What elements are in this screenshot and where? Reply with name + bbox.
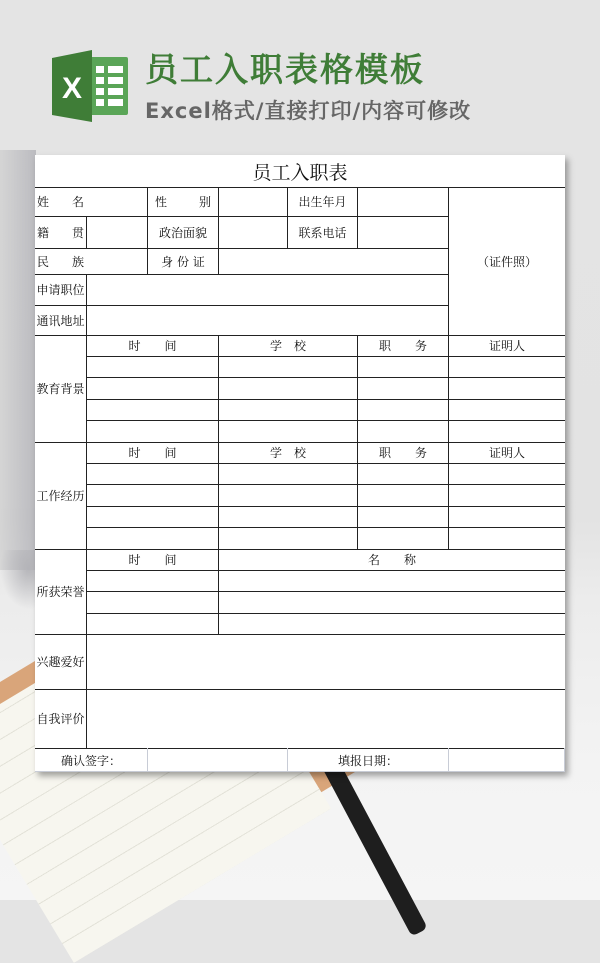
gender-label-char: 别 — [198, 195, 211, 209]
work-header-school: 学 校 — [269, 446, 306, 460]
honors-header-time: 时 间 — [128, 553, 177, 567]
education-header-duty: 职 务 — [378, 339, 427, 353]
phone-field[interactable] — [358, 217, 448, 248]
position-field[interactable] — [87, 275, 448, 305]
birth-label: 出生年月 — [298, 195, 347, 209]
gender-label — [153, 187, 213, 216]
ethnic-label-char: 民 — [37, 254, 50, 269]
education-entries[interactable] — [87, 357, 565, 442]
signature-field[interactable] — [148, 749, 287, 771]
form-sheet — [35, 155, 565, 772]
pen-decoration — [318, 752, 428, 937]
education-header-time: 时 间 — [128, 339, 177, 353]
id-label: 身 份 证 — [161, 254, 205, 269]
name-label — [35, 187, 86, 216]
work-header-duty: 职 务 — [378, 446, 427, 460]
date-label: 填报日期： — [337, 753, 398, 768]
form-title: 员工入职表 — [252, 161, 348, 184]
work-label: 工作经历 — [36, 489, 85, 503]
political-label: 政治面貌 — [158, 225, 207, 240]
svg-text:X: X — [61, 72, 83, 105]
honors-header-name: 名 称 — [367, 553, 416, 567]
name-label-char: 名 — [71, 195, 84, 209]
native-field[interactable] — [87, 217, 147, 248]
self-eval-label: 自我评价 — [36, 712, 85, 726]
name-label-char: 姓 — [37, 195, 50, 209]
id-field[interactable] — [219, 249, 448, 274]
work-header-witness: 证明人 — [488, 446, 525, 460]
phone-label: 联系电话 — [298, 225, 347, 240]
native-label-char: 籍 — [37, 225, 50, 240]
address-field[interactable] — [87, 306, 448, 335]
political-field[interactable] — [219, 217, 287, 248]
position-label: 申请职位 — [36, 283, 85, 297]
honors-entries[interactable] — [87, 571, 565, 634]
hobbies-field[interactable] — [87, 635, 565, 689]
native-label-char: 贯 — [71, 225, 84, 240]
self-eval-field[interactable] — [87, 690, 565, 748]
gender-field[interactable] — [219, 188, 287, 216]
name-field[interactable] — [87, 188, 147, 216]
education-header-school: 学 校 — [269, 339, 306, 353]
education-header-witness: 证明人 — [488, 339, 525, 353]
background-shadow — [0, 150, 36, 570]
page-title: 员工入职表格模板 — [145, 50, 425, 89]
honors-label: 所获荣誉 — [36, 585, 85, 599]
native-label — [35, 216, 86, 248]
address-label: 通讯地址 — [36, 313, 85, 328]
work-entries[interactable] — [87, 464, 565, 549]
gender-label-char: 性 — [155, 195, 168, 209]
ethnic-field[interactable] — [87, 249, 147, 274]
date-field[interactable] — [449, 749, 564, 771]
work-header-time: 时 间 — [128, 446, 177, 460]
hobbies-label: 兴趣爱好 — [36, 655, 85, 669]
ethnic-label-char: 族 — [71, 254, 84, 269]
photo-placeholder[interactable]: （证件照） — [476, 255, 537, 269]
signature-label: 确认签字： — [60, 753, 121, 768]
ethnic-label — [35, 248, 86, 274]
education-label: 教育背景 — [36, 382, 85, 396]
birth-field[interactable] — [358, 188, 448, 216]
page-subtitle: Excel格式/直接打印/内容可修改 — [145, 99, 472, 123]
excel-icon — [52, 48, 130, 124]
